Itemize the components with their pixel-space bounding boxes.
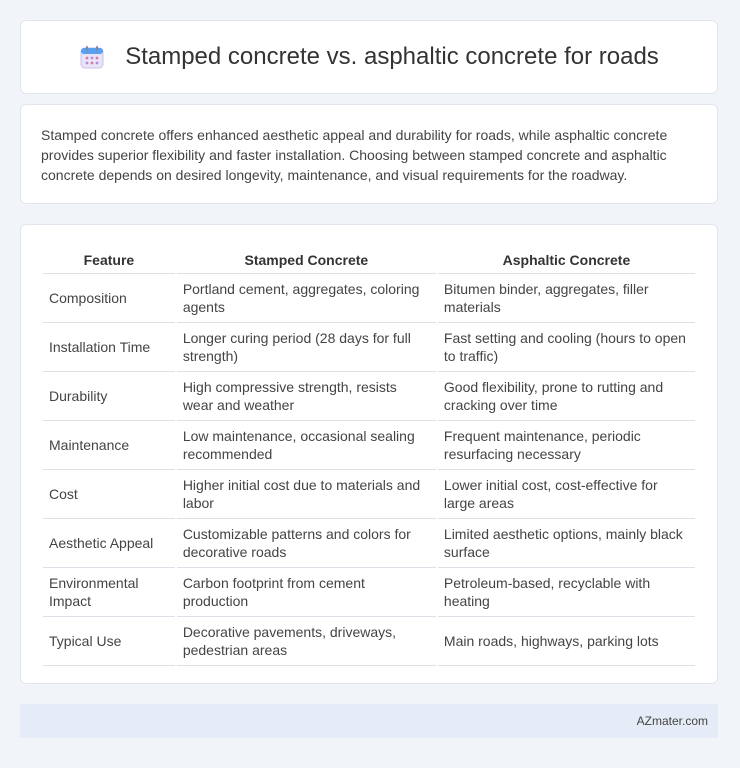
row-stamped-value: Carbon footprint from cement production <box>177 568 436 617</box>
column-header-stamped: Stamped Concrete <box>177 243 436 274</box>
column-header-feature: Feature <box>43 243 175 274</box>
comparison-table-card <box>20 224 718 684</box>
table-row <box>43 274 695 323</box>
footer <box>20 704 718 738</box>
row-stamped-value: Low maintenance, occasional sealing recommended <box>177 421 436 470</box>
row-feature: Cost <box>43 470 175 519</box>
table-row <box>43 372 695 421</box>
comparison-table <box>41 243 697 666</box>
table-row <box>43 421 695 470</box>
table-header-row <box>43 243 695 274</box>
row-feature: Typical Use <box>43 617 175 666</box>
row-stamped-value: Customizable patterns and colors for decorative roads <box>177 519 436 568</box>
row-asphaltic-value: Limited aesthetic options, mainly black surface <box>438 519 695 568</box>
row-asphaltic-value: Petroleum-based, recyclable with heating <box>438 568 695 617</box>
row-asphaltic-value: Bitumen binder, aggregates, filler materials <box>438 274 695 323</box>
row-asphaltic-value: Good flexibility, prone to rutting and cracking over time <box>438 372 695 421</box>
row-stamped-value: High compressive strength, resists wear and weather <box>177 372 436 421</box>
row-asphaltic-value: Lower initial cost, cost-effective for large areas <box>438 470 695 519</box>
summary-text: Stamped concrete offers enhanced aesthetic appeal and durability for roads, while asphaltic concrete provides superior flexibility and faster installation. Choosing between stamped concrete and asphaltic concrete depends on desired longevity, maintenance, and visual requirements for the roadway. <box>41 127 668 183</box>
summary-card <box>20 104 718 204</box>
row-stamped-value: Longer curing period (28 days for full strength) <box>177 323 436 372</box>
table-row <box>43 323 695 372</box>
row-asphaltic-value: Frequent maintenance, periodic resurfacing necessary <box>438 421 695 470</box>
row-feature: Maintenance <box>43 421 175 470</box>
title-card <box>20 20 718 94</box>
row-feature: Aesthetic Appeal <box>43 519 175 568</box>
column-header-asphaltic: Asphaltic Concrete <box>438 243 695 274</box>
row-feature: Environmental Impact <box>43 568 175 617</box>
row-stamped-value: Portland cement, aggregates, coloring agents <box>177 274 436 323</box>
row-feature: Installation Time <box>43 323 175 372</box>
calendar-icon <box>79 44 105 70</box>
row-feature: Durability <box>43 372 175 421</box>
table-row <box>43 568 695 617</box>
row-asphaltic-value: Main roads, highways, parking lots <box>438 617 695 666</box>
row-asphaltic-value: Fast setting and cooling (hours to open to traffic) <box>438 323 695 372</box>
page-title: Stamped concrete vs. asphaltic concrete for roads <box>125 43 659 70</box>
row-stamped-value: Higher initial cost due to materials and labor <box>177 470 436 519</box>
table-row <box>43 617 695 666</box>
table-row <box>43 470 695 519</box>
table-row <box>43 519 695 568</box>
footer-brand[interactable]: AZmater.com <box>636 714 708 728</box>
row-feature: Composition <box>43 274 175 323</box>
row-stamped-value: Decorative pavements, driveways, pedestrian areas <box>177 617 436 666</box>
